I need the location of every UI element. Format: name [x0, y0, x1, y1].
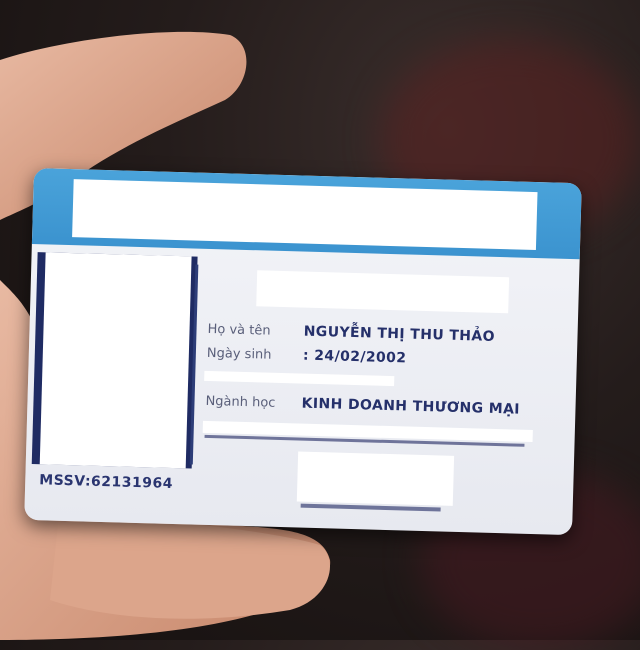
field-value: NGUYỄN THỊ THU THẢO [303, 323, 496, 345]
field-label: Ngành học [205, 393, 276, 411]
field-row [207, 345, 407, 367]
redaction-block [297, 451, 454, 505]
student-id: MSSV:62131964 [39, 472, 174, 492]
student-id-card [24, 168, 582, 535]
photo-redaction [40, 252, 192, 468]
field-row [205, 393, 520, 418]
redaction-block [204, 371, 394, 386]
field-row [207, 321, 495, 345]
field-value: : 24/02/2002 [302, 347, 407, 367]
field-value: KINH DOANH THƯƠNG MẠI [301, 395, 521, 418]
redaction-block [256, 270, 509, 313]
field-label: Ngày sinh [206, 345, 272, 363]
field-label: Họ và tên [207, 321, 271, 339]
